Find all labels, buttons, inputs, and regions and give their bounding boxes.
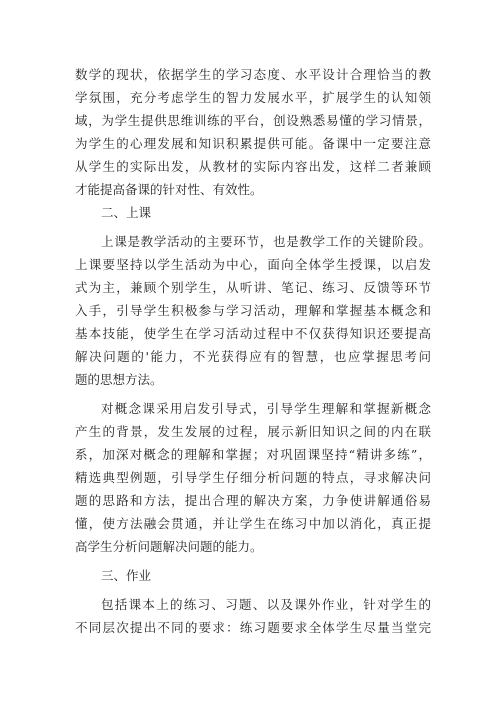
text-line: 精选典型例题，引导学生仔细分析问题的特点，寻求解决问: [75, 470, 431, 485]
text-line: 对概念课采用启发引导式，引导学生理解和掌握新概念: [101, 401, 431, 416]
text-line: 懂，使方法融会贯通，并让学生在练习中加以消化，真正提: [75, 516, 431, 531]
document-page: [75, 63, 431, 639]
text-line: 域，为学生提供思维训练的平台，创设熟悉易懂的学习情景，: [75, 113, 431, 128]
text-line: 学氛围，充分考虑学生的智力发展水平，扩展学生的认知领: [75, 90, 431, 105]
text-line: 才能提高备课的针对性、有效性。: [75, 182, 263, 197]
text-line: 为学生的心理发展和知识积累提供可能。备课中一定要注意: [75, 136, 431, 151]
section-heading-class: 二、上课: [101, 205, 152, 220]
class-paragraph-2: [75, 397, 431, 558]
text-line: 题的思路和方法，提出合理的解决方案，力争使讲解通俗易: [75, 493, 431, 508]
text-line: 系，加深对概念的理解和掌握；对巩固课坚持“精讲多练”，: [75, 447, 431, 462]
text-line: 入手，引导学生积极参与学习活动，理解和掌握基本概念和: [75, 303, 431, 318]
text-line: 从学生的实际出发，从教材的实际内容出发，这样二者兼顾: [75, 159, 431, 174]
text-line: 基本技能，使学生在学习活动过程中不仅获得知识还要提高: [75, 326, 431, 341]
section-heading-homework: 三、作业: [101, 568, 152, 583]
text-line: 数学的现状，依据学生的学习态度、水平设计合理恰当的教: [75, 67, 431, 82]
text-line: 上课要坚持以学生活动为中心，面向全体学生授课，以启发: [75, 257, 431, 272]
text-line: 产生的背景，发生发展的过程，展示新旧知识之间的内在联: [75, 424, 431, 439]
class-paragraph-1: [75, 230, 431, 391]
text-line: 上课是教学活动的主要环节，也是教学工作的关键阶段。: [101, 234, 431, 249]
text-line: 式为主，兼顾个别学生，从听讲、笔记、练习、反馈等环节: [75, 280, 431, 295]
text-line: 解决问题的'能力，不光获得应有的智慧，也应掌握思考问: [75, 349, 431, 364]
text-line: 题的思想方法。: [75, 372, 163, 387]
text-line: 高学生分析问题解决问题的能力。: [75, 539, 263, 554]
text-line: 包括课本上的练习、习题、以及课外作业，针对学生的: [101, 597, 431, 612]
intro-paragraph: [75, 63, 431, 201]
text-line: 不同层次提出不同的要求：练习题要求全体学生尽量当堂完: [75, 620, 431, 635]
homework-paragraph-1: [75, 593, 431, 639]
